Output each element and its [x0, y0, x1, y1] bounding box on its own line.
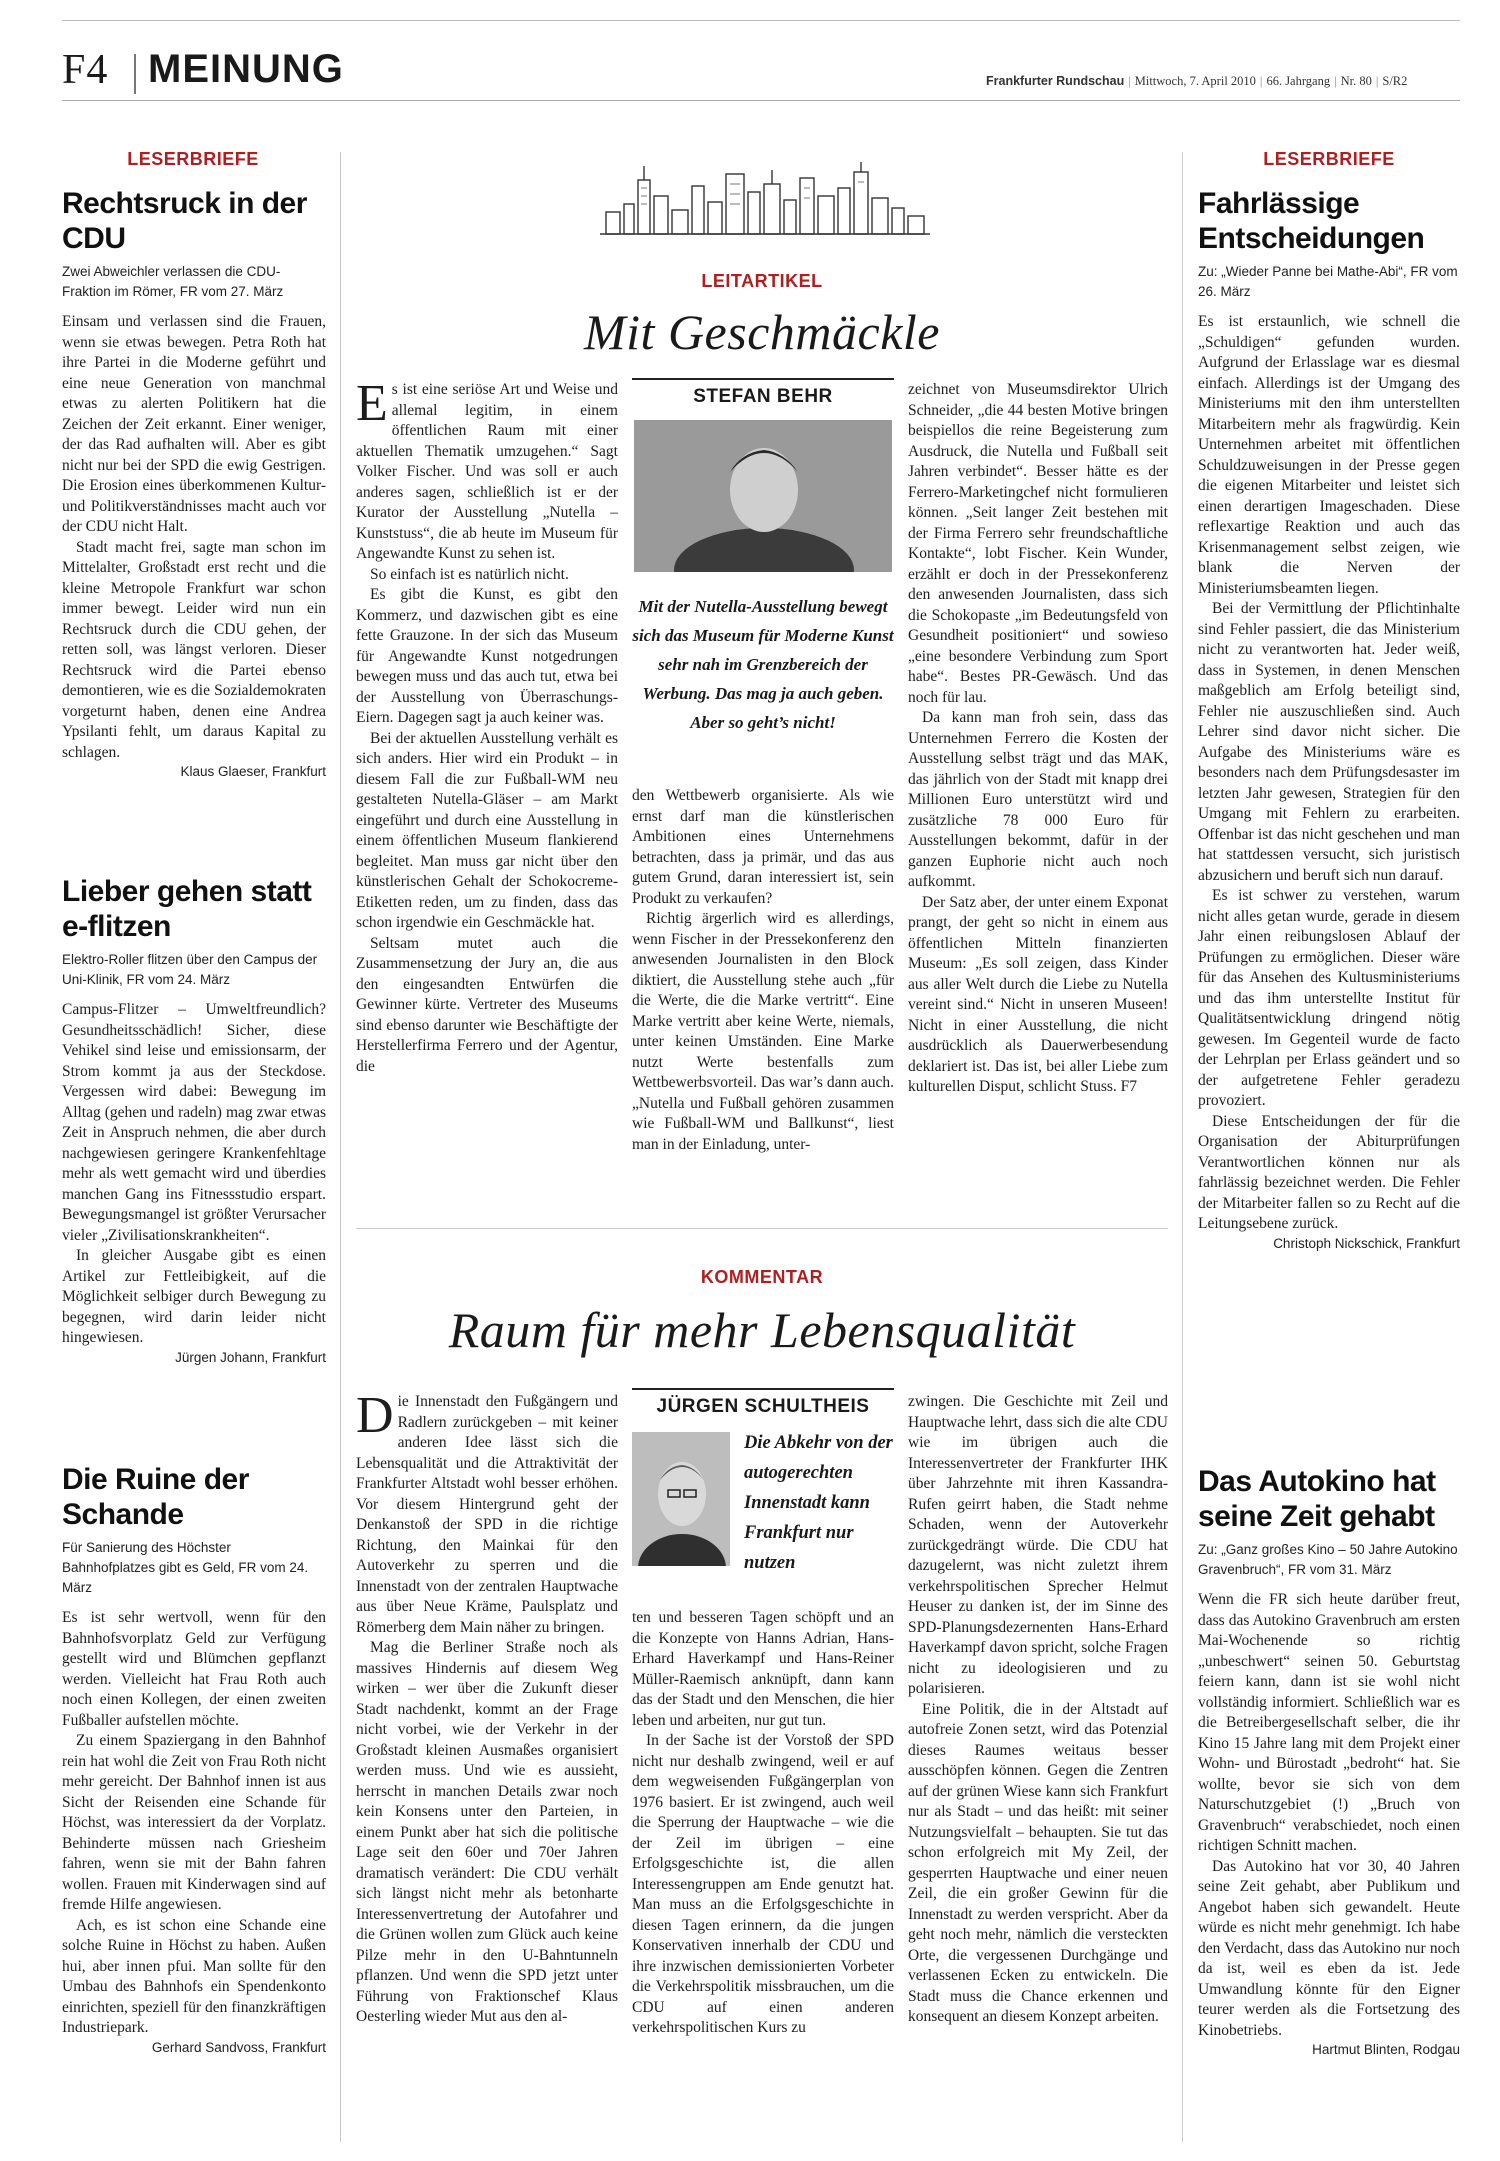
section-title: MEINUNG [148, 47, 344, 91]
letter-2-author: Jürgen Johann, Frankfurt [175, 1349, 326, 1365]
letter-4-author: Christoph Nickschick, Frankfurt [1273, 1235, 1460, 1251]
leitartikel-col3-para-3: Der Satz aber, der unter einem Exponat prangt, der geht so nicht in einem aus öffentlichen Mitteln finanzierten Museum: „Es soll zeigen, dass Kinder aus aller Welt durch die Liebe zu Nutella vereint sind.“ Nicht in unseren Museen! Nicht in einer Ausstellung, die nicht ausdrücklich als Dauerwerbesendung deklariert ist. Das ist, bei aller Liebe zum kulturellen Disput, schlicht Stuss. F7 [908, 893, 1168, 1095]
letter-3-subtitle: Für Sanierung des Höchster Bahnhofplatzes gibt es Geld, FR vom 24. März [62, 1540, 309, 1595]
leitartikel-col1-para-3: Es gibt die Kunst, es gibt den Kommerz, und dazwischen gibt es eine fette Grauzone. In der sich das Museum für Angewandte Kunst notgedrungen bewegen muss und das auch tut, etwa bei der Ausstellung von Überraschungs-Eiern. Dagegen sagt ja auch keiner was. [356, 586, 618, 726]
letter-4-para-4: Diese Entscheidungen der für die Organisation der Abiturprüfungen Verantwortlichen können nur als fahrlässig bezeichnet werden. Die Fehler der Mitarbeiter fallen so zu Recht auf die Leitungsebene zurück. [1198, 1112, 1460, 1232]
letter-3-body [62, 1608, 326, 2039]
portrait-icon [632, 1432, 730, 1566]
column-rule-right [1182, 152, 1183, 2142]
leitartikel-col2-para-1: den Wettbewerb organisierte. Als wie ernst darf man die künstlerischen Ambitionen eines Unternehmens betrachten, dass ja primär, und das aus gutem Grund, daran interessiert ist, sein Produkt zu verkaufen? [632, 787, 894, 907]
letter-2-para-2: In gleicher Ausgabe gibt es einen Artikel zur Fettleibigkeit, auf die Möglichkeit selbiger durch Bewegung zu begegnen, wird darin leider nicht hingewiesen. [62, 1247, 326, 1346]
letter-3-para-3: Ach, es ist schon eine Schande eine solche Ruine in Höchst zu haben. Außen hui, aber innen pfui. Man sollte für den Umbau des Bahnhofs ein Spendenkonto einrichten, speziell für den finanzkräftigen Industriepark. [62, 1916, 326, 2036]
kommentar-col2-para-2: In der Sache ist der Vorstoß der SPD nicht nur deshalb zwingend, weil er auf dem wegweisenden Fußgängerplan von 1976 basiert. Er ist zwingend, auch weil die Sperrung der Hauptwache – wie die der Zeil im übrigen – eine Erfolgsgeschichte ist, die allen Interessengruppen am Ende genutzt hat. Man muss an die Erfolgsgeschichte in diesen Tagen erinnern, da die jungen Konservativen innerhalb der CDU und ihre inzwischen demissionierten Vorbeter die Verkehrspolitik missbrauchen, um die CDU auf einen anderen verkehrspolitischen Kurs zu [632, 1732, 894, 2036]
edition: S/R2 [1382, 74, 1408, 88]
leitartikel-col-3 [908, 380, 1168, 1098]
letter-3-title: Die Ruine der Schande [62, 1463, 249, 1531]
letter-3-author: Gerhard Sandvoss, Frankfurt [151, 2039, 326, 2055]
leitartikel-col1-para-4: Bei der aktuellen Ausstellung verhält es sich anders. Hier wird ein Produkt – in diesem Fall die zur Fußball-WM neu gestalteten Nutella-Gläser – am Markt eingeführt und durch eine Ausstellung in einem öffentlichen Museum flankierend begleitet. Man muss gar nicht über den künstlerischen Gehalt der Schokocreme-Etiketten reden, um zu finden, dass das schon irgendwie ein Geschmäckle hat. [356, 729, 618, 931]
right-kicker: LESERBRIEFE [1263, 149, 1395, 169]
leitartikel-col1-para-5: Seltsam mutet auch die Zusammensetzung der Jury an, die aus den eingesandten Entwürfen die Gewinner kürte. Vertreter des Museums sind ebenso darunter wie Beschäftigte der Herstellerfirma Ferrero und der Agentur, die [356, 934, 618, 1075]
letter-3-para-1: Es ist sehr wertvoll, wenn für den Bahnhofsvorplatz Geld zur Verfügung gestellt wird und Blümchen gepflanzt werden. Vielleicht hat Frau Roth auch noch einen Kollegen, der einen zweiten Fußballer aufstellen möchte. [62, 1609, 326, 1729]
letter-1-subtitle: Zwei Abweichler verlassen die CDU-Fraktion im Römer, FR vom 27. März [62, 264, 284, 299]
volume: 66. Jahrgang [1266, 74, 1331, 88]
letter-5-para-2: Das Autokino hat vor 30, 40 Jahren seine Zeit gehabt, aber Publikum und Angebot haben sich gewandelt. Heute würde es nicht mehr genehmigt. Ich habe den Verdacht, dass das Autokino nur noch da ist, weil es eben da ist. Jede Umwandlung könnte für den Eigner teurer werden als die Fortsetzung des Kinobetriebs. [1198, 1857, 1460, 2039]
kommentar-col-2 [632, 1608, 894, 2039]
dropcap-e: E [356, 375, 388, 432]
publication-name: Frankfurter Rundschau [986, 74, 1125, 88]
letter-1-title: Rechtsruck in der CDU [62, 187, 307, 255]
leitartikel-quote: Mit der Nutella-Ausstellung bewegt sich das Museum für Moderne Kunst sehr nah im Grenzbereich der Werbung. Das mag ja auch geben. Aber so geht’s nicht! [632, 597, 894, 732]
letter-4-subtitle: Zu: „Wieder Panne bei Mathe-Abi“, FR vom 26. März [1198, 264, 1458, 299]
letter-1-para-2: Stadt macht frei, sagte man schon im Mittelalter, Großstadt erst recht und die kleine Metropole Frankfurt war schon immer bewegt. Leider wird nun ein Rechtsruck durch die CDU gehen, der retten soll, was längst verloren. Dieser Rechtsruck wird die Partei ebenso demontieren, wie es die Sozialdemokraten vorgeturnt haben, denen eine Andrea Ypsilanti fehlt, um daraus Kapital zu schlagen. [62, 538, 326, 761]
issue-number: Nr. 80 [1340, 74, 1372, 88]
author-photo-schultheis [632, 1432, 730, 1566]
leitartikel-byline-block [632, 378, 894, 737]
kommentar-kicker: KOMMENTAR [700, 1267, 824, 1287]
issue-date: Mittwoch, 7. April 2010 [1134, 74, 1256, 88]
article-separator [356, 1228, 1168, 1229]
kommentar-title: Raum für mehr Lebensqualität [448, 1302, 1076, 1358]
letter-5-author: Hartmut Blinten, Rodgau [1312, 2042, 1460, 2057]
top-rule [62, 20, 1460, 21]
kommentar-quote: Die Abkehr von der autogerechten Innenstadt kann Frankfurt nur nutzen [744, 1433, 893, 1573]
letter-5-subtitle: Zu: „Ganz großes Kino – 50 Jahre Autokino Gravenbruch“, FR vom 31. März [1198, 1542, 1458, 1577]
letter-2-subtitle: Elektro-Roller flitzen über den Campus der Uni-Klinik, FR vom 24. März [62, 952, 318, 987]
left-kicker: LESERBRIEFE [127, 149, 259, 169]
kommentar-byline-block [632, 1388, 894, 1573]
header-bottom-rule [62, 100, 1460, 101]
letter-2-para-1: Campus-Flitzer – Umweltfreundlich? Gesundheitsschädlich! Sicher, diese Vehikel sind leise und emissionsarm, der Strom kommt ja aus der Steckdose. Vergessen wird dabei: Bewegung im Alltag (gehen und radeln) mag zwar etwas Zeit in Anspruch nehmen, die aber durch nachgewiesen geringere Krankenfehltage mehr als wett gemacht wird und überdies manchen Gang ins Fitnessstudio erspart. Bewegungsmangel ist größter Verursacher vieler „Zivilisationskrankheiten“. [62, 1001, 326, 1244]
letter-4 [1198, 186, 1460, 1251]
kommentar-col3-para-2: Eine Politik, die in der Altstadt auf autofreie Zonen setzt, wird das Potenzial dieses Raumes weitaus besser ausschöpfen können. Gegen die Zentren auf der grünen Wiese kann sich Frankfurt nur als Stadt – und das heißt: mit seiner Nutzungsvielfalt – behaupten. Sie tut das schon erfolgreich mit My Zeil, der gesperrten Hauptwache und einer neuen Zeil, die ein großer Gewinn für die Innenstadt zu werden verspricht. Aber da geht noch mehr, nämlich die versteckten Orte, die vergessenen Durchgänge und verlassenen Ecken zu entwickeln. Die Stadt muss die Chance erkennen und konsequent an diesem Konzept arbeiten. [908, 1700, 1168, 2025]
kommentar-col-1 [356, 1387, 618, 2028]
leitartikel-byline: STEFAN BEHR [632, 378, 894, 408]
letter-2 [62, 874, 326, 1365]
letter-2-body [62, 1000, 326, 1349]
letter-4-para-2: Bei der Vermittlung der Pflichtinhalte sind Fehler passiert, die das Ministerium nicht zu verantworten hat. Jeder weiß, dass in Systemen, in denen Menschen maßgeblich am Erfolg beteiligt sind, Fehler nie auszuschließen sind. Auch Lehrer sind davor nicht sicher. Die Aufgabe des Ministeriums wäre es besonders nach dem Prüfungsdesaster im letzten Jahr gewesen, Strategien für den Umgang mit Fehlern zu erarbeiten. Offenbar ist das nicht geschehen und man hat stattdessen versucht, sich juristisch abzusichern und beruft sich nun darauf. [1198, 600, 1460, 884]
kommentar-col1-para-1: Die Innenstadt den Fußgängern und Radlern zurückgeben – mit keiner anderen Idee lässt sich die Lebensqualität und die Attraktivität der Frankfurter Altstadt wohl besser erhöhen. Vor diesem Hintergrund geht der Denkanstoß der SPD in die richtige Richtung, den Mainkai für den Autoverkehr zu sperren und die Innenstadt von der zentralen Hauptwache aus über Neue Kräme, Paulsplatz und Römerberg dem Main näher zu bringen. [356, 1387, 618, 1636]
kommentar-col3-para-1: zwingen. Die Geschichte mit Zeil und Hauptwache lehrt, dass sich die alte CDU wie im übrigen auch die Interessenvertreter der Frankfurter IHK über Jahrzehnte mit ihren Kassandra-Rufen geirrt haben, die Stadt nehme Schaden, wenn der Autoverkehr zurückgedrängt würde. Die CDU hat dazugelernt, was nicht zuletzt ihrem verkehrspolitischen Sprecher Helmut Heuser zu danken ist, der im Sinne des SPD-Planungsdezernenten Hans-Erhard Haverkampf davon spricht, solche Fragen nicht zu ideologisieren und zu polarisieren. [908, 1393, 1168, 1697]
leitartikel-col-1 [356, 375, 618, 1077]
letter-5-para-1: Wenn die FR sich heute darüber freut, dass das Autokino Gravenbruch am ersten Mai-Wochenende so richtig „unbeschwert“ seinen 50. Geburtstag feiern kann, dann ist sie wohl nicht vollständig informiert. Schließlich war es die Betreibergesellschaft selber, die ihr Kino 15 Jahre lang mit dem Projekt einer Wohn- und Bürostadt „bedroht“ hat. Sie wollte, bevor sie sich von dem Naturschutzgebiet (!) „Bruch von Gravenbruch“ verabschiedet, noch einen richtigen Schnitt machen. [1198, 1591, 1460, 1854]
letter-4-body [1198, 312, 1460, 1235]
kommentar-col2-para-1: ten und besseren Tagen schöpft und an die Konzepte von Hanns Adrian, Hans-Erhard Haverkampf und Hans-Reiner Müller-Raemisch anknüpft, dann kann das der Stadt und den Menschen, die hier leben und arbeiten, nur gut tun. [632, 1609, 894, 1729]
dropcap-d: D [356, 1387, 394, 1444]
column-rule-left [340, 152, 341, 2142]
leitartikel-title: Mit Geschmäckle [584, 304, 940, 360]
kommentar-col1-para-2: Mag die Berliner Straße noch als massives Hindernis auf diesem Weg wirken – wer über die Zukunft dieser Stadt nachdenkt, kommt an der Frage nicht vorbei, wie der Verkehr in der Großstadt kleinen Ausmaßes organisiert werden muss. Und wie es aussieht, herrscht in manchen Details zwar noch kein Konsens unter den Parteien, in einem Punkt aber hat sich die politische Lage seit den 60er und 70er Jahren dramatisch verändert: Die CDU verhält sich längst nicht mehr als betonharte Interessenvertretung der Autofahrer und die Grünen wollen zum Glück auch keine Pilze mehr in den U-Bahntunneln pflanzen. Und wenn die SPD jetzt unter Führung von Fraktionschef Klaus Oesterling wieder Mut aus den al- [356, 1639, 618, 2025]
leitartikel-col1-para-1: Es ist eine seriöse Art und Weise und allemal legitim, in einem öffentlichen Raum mit einer aktuellen Thematik umzugehen.“ Sagt Volker Fischer. Und was soll er auch anderes sagen, schließlich ist er der Kurator der Ausstellung „Nutella – Kunststuss“, die ab heute im Museum für Angewandte Kunst zu sehen ist. [356, 375, 618, 562]
letter-2-title: Lieber gehen statt e-flitzen [62, 875, 312, 943]
leitartikel-col3-para-1: zeichnet von Museumsdirektor Ulrich Schneider, „die 44 besten Motive bringen beispiellos die reine Begeisterung zum Ausdruck, die Nutella und Fußball seit Jahren verbindet“. Besser hätte es der Ferrero-Marketingchef nicht formulieren können. „Seit langer Zeit bestehen mit der Firma Ferrero sehr freundschaftliche Kontakte“, lobt Fischer. Kein Wunder, erzählt er doch in der Pressekonferenz den anwesenden Journalisten, dass sich die Schokopaste „im Bedeutungsfeld von Gesundheit positioniert“ und sowieso „eine besondere Verbindung zum Sport habe“. Bestes PR-Gewäsch. Und das noch für lau. [908, 381, 1168, 706]
page-number: F4 [62, 47, 109, 93]
letter-4-para-1: Es ist erstaunlich, wie schnell die „Schuldigen“ gefunden wurden. Aufgrund der Erlasslage war es diesmal einfach. Allerdings ist der Umgang des Ministeriums mit den ihm unterstellten Mitarbeitern mehr als fragwürdig. Kein Unternehmen arbeitet mit öffentlichen Schuldzuweisungen in der Presse gegen die eigenen Mitarbeiter und leistet sich einen derartigen Imageschaden. Diese reflexartige Reaktion und auch das Krisenmanagement selbst zeigen, wie blank die Nerven der Ministeriumsbeamten liegen. [1198, 313, 1460, 597]
leitartikel-kicker: LEITARTIKEL [701, 271, 823, 291]
header-divider [134, 54, 136, 94]
kommentar-col-3 [908, 1392, 1168, 2028]
letter-3 [62, 1462, 326, 2055]
letter-3-para-2: Zu einem Spaziergang in den Bahnhof rein hat wohl die Zeit von Frau Roth nicht mehr gereicht. Der Bahnhof innen ist aus Sicht der Reisenden eine Schande für Höchst, was interessiert da der Vorplatz. Behinderte müssen nach Griesheim fahren, wenn sie mit der Bahn fahren wollen. Frauen mit Kinderwagen sind auf fremde Hilfe angewiesen. [62, 1732, 326, 1913]
masthead-info: Frankfurter Rundschau | Mittwoch, 7. April 2010 | 66. Jahrgang | Nr. 80 | S/R2 [986, 74, 1408, 88]
author-photo-behr [634, 420, 892, 572]
leitartikel-col1-para-2: So einfach ist es natürlich nicht. [370, 565, 569, 583]
letter-5-title: Das Autokino hat seine Zeit gehabt [1198, 1465, 1436, 1533]
letter-1-para-1: Einsam und verlassen sind die Frauen, wenn sie etwas bewegen. Petra Roth hat ihre Partei in die Moderne geführt und eine neue Generation von manchmal etwas zu alerten Politikern hat die Zeichen der Zeit erkannt. Einer weniger, der das Rad aufhalten will. Aber es gibt nicht nur bei der SPD die ewig Gestrigen. Die Erosion eines überkommenen Kultur- und Politikverständnisses macht auch vor der CDU nicht Halt. [62, 313, 326, 535]
letter-1 [62, 186, 326, 779]
letter-1-author: Klaus Glaeser, Frankfurt [180, 764, 326, 779]
leitartikel-col-2 [632, 786, 894, 1155]
letter-4-para-3: Es ist schwer zu verstehen, warum nicht alles getan wurde, gerade in diesem Jahr einen reibungslosen Ablauf der Prüfungen zu ermöglichen. Dieser wäre für das Ansehen des Kultusministeriums und das ihm unterstellte Institut für Qualitätsentwicklung dringend nötig gewesen. Im Gegenteil wurde de facto der Lehrplan per Erlass geändert und so der aufgetretene Fehler geradezu provoziert. [1198, 887, 1460, 1109]
letter-4-title: Fahrlässige Entscheidungen [1198, 187, 1425, 255]
leitartikel-col2-para-2: Richtig ärgerlich wird es allerdings, wenn Fischer in der Pressekonferenz den anwesenden Journalisten in den Block diktiert, die Ausstellung stehe auch „für die Werte, die die Marke vertritt“. Eine Marke vertritt aber keine Werte, niemals, unter keinen Umständen. Eine Marke nutzt Werte bestenfalls zum Wettbewerbsvorteil. Das war’s dann auch. „Nutella und Fußball gehören zusammen wie Fußball-WM und Ballkunst“, liest man in der Einladung, unter- [632, 910, 894, 1153]
letter-5 [1198, 1464, 1460, 2057]
letter-5-body [1198, 1590, 1460, 2041]
skyline-icon [600, 160, 930, 236]
portrait-icon [634, 420, 892, 572]
kommentar-byline: JÜRGEN SCHULTHEIS [632, 1388, 894, 1418]
letter-1-body [62, 312, 326, 763]
leitartikel-col3-para-2: Da kann man froh sein, dass das Unternehmen Ferrero die Kosten der Ausstellung selbst trägt und das MAK, das jährlich von der Stadt mit knapp drei Millionen Euro unterstützt wird und zusätzliche 78 000 Euro für Ausstellungen bekommt, dafür in der ganzen Euphorie nicht auch noch aufkommt. [908, 709, 1168, 890]
